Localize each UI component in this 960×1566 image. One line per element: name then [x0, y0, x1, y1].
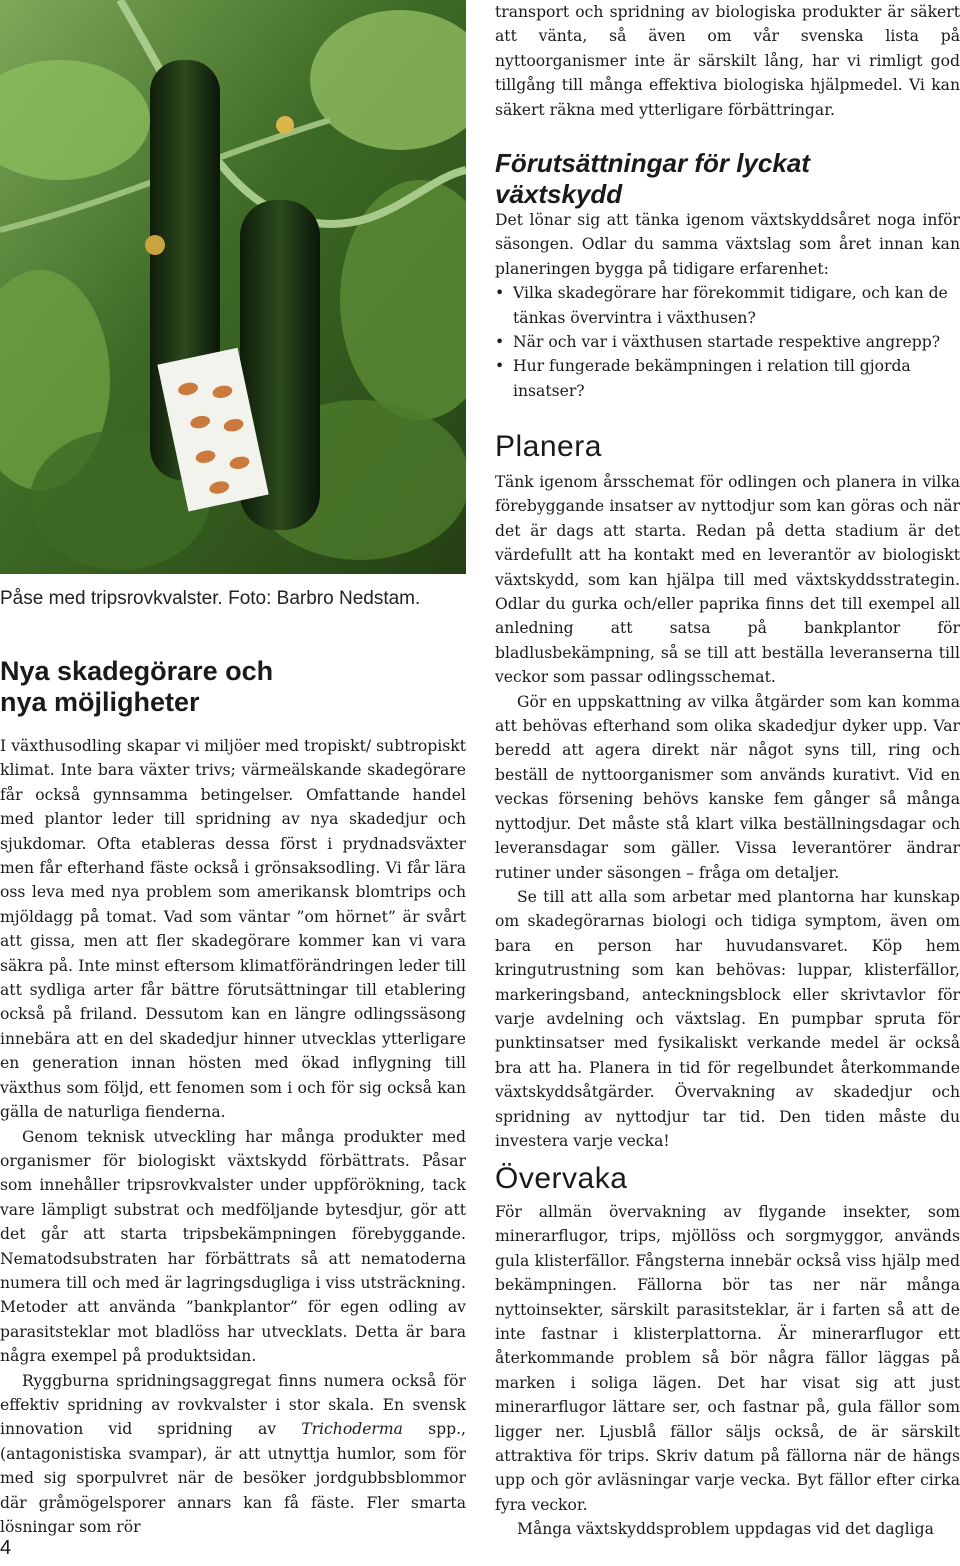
paragraph-text: spp., (antagonistiska svampar), är att utnyttja humlor, som för med sig sporpulvret när de besöker jordgubbsblommor där gråmögelsporer annars kan få fäste. Fler smarta lösningar som rör: [0, 1420, 466, 1536]
planera-body: [495, 470, 960, 1153]
paragraph-text: Ryggburna spridningsaggregat finns numera också för effektiv spridning av rovkvalster i stor skala. En svensk innovation vid spridning av: [0, 1371, 466, 1439]
section-heading-nya-skadegorare: [0, 656, 468, 718]
left-column-body: [0, 734, 466, 1539]
paragraph: För allmän övervakning av flygande insekter, som minerarflugor, trips, mjöllöss och sorgmyggor, används gula klisterfällor. Fångsterna innebär också viss hjälp med bekämpningen. Fällorna bör tas ner när många nyttoinsekter, särskilt parasitsteklar, är i farten så att de inte fastnar i klisterplattorna. Är minerarflugor ett återkommande problem så bör några fällor läggas på marken i soliga lägen. Det har visat sig att just minerarflugor lättare ser, och fastnar på, gula fällor som ligger ner. Ljusblå fällor säljs också, de är särskilt attraktiva för trips. Skriv datum på fällorna när de hängs upp och gör avläsningar varje vecka. Byt fällor efter cirka fyra veckor.: [495, 1203, 960, 1514]
heading-line-1: Förutsättningar för lyckat: [495, 148, 810, 178]
photo-caption: Påse med tripsrovkvalster. Foto: Barbro Nedstam.: [0, 588, 421, 609]
list-item: • Vilka skadegörare har förekommit tidigare, och kan de tänkas övervintra i växthusen?: [495, 281, 960, 330]
right-column-intro: [495, 0, 960, 122]
list-item: • När och var i växthusen startade respektive angrepp?: [495, 330, 960, 354]
section-heading-forutsattningar: [495, 148, 960, 210]
page-number: 4: [0, 1537, 12, 1559]
paragraph: Det lönar sig att tänka igenom växtskyddsåret noga inför säsongen. Odlar du samma växtslag som året innan kan planeringen bygga på tidigare erfarenhet:: [495, 211, 960, 278]
list-item: • Hur fungerade bekämpningen i relation till gjorda insatser?: [495, 354, 960, 403]
photo-cucumbers-with-predatory-mite-sachet: [0, 0, 466, 574]
photo-illustration: [0, 0, 466, 574]
paragraph: Genom teknisk utveckling har många produkter med organismer för biologiskt växtskydd förbättrats. Påsar som innehåller tripsrovkvalster under uppförökning, tack vare lämpligt substrat och medföljande bytesdjur, gör att det går att starta tripsbekämpningen förebyggande. Nematodsubstraten har förbättrats så att nematoderna numera till och med är lagringsdugliga i viss utsträckning. Metoder att använda ”bankplantor” för egen odling av parasitsteklar mot bladlöss har utvecklats. Detta är bara några exempel på produktsidan.: [0, 1127, 466, 1366]
paragraph: I växthusodling skapar vi miljöer med tropiskt/ subtropiskt klimat. Inte bara växter trivs; värmeälskande skadegörare får också gynnsamma betingelser. Omfattande handel med plantor leder till spridning av nya skadedjur och sjukdomar. Ofta etableras dessa först i prydnadsväxter men får efterhand fäste också i grönsaksodling. Vi får lära oss leva med nya problem som amerikansk blomtrips och mjöldagg på tomat. Vad som väntar ”om hörnet” är svårt att gissa, men att fler skadegörare kommer kan vi vara säkra på. Inte minst eftersom klimatförändringen leder till att sydliga arter får bättre förutsättningar till etablering också på friland. Dessutom kan en längre odlingssäsong innebära att en del skadedjur hinner utvecklas ytterligare en generation innan hösten med ökad inflygning till växthus som följd, ett fenomen som i och för sig också kan gälla de naturliga fienderna.: [0, 737, 466, 1122]
paragraph: Många växtskyddsproblem uppdagas vid det dagliga: [517, 1520, 934, 1539]
paragraph: Tänk igenom årsschemat för odlingen och planera in vilka förebyggande insatser av nyttodjur som kan göras och när det är dags att starta. Redan på detta stadium är det värdefullt att ha kontakt med en leverantör av biologiskt växtskydd, som kan hjälpa till med växtskyddsstrategin. Odlar du gurka och/eller paprika finns det till exempel all anledning att satsa på bankplantor för bladlusbekämpning, så se till att beställa leveranserna till veckor som passar odlingsschemat.: [495, 473, 960, 687]
forutsattningar-body: [495, 208, 960, 403]
section-heading-planera: Planera: [495, 430, 602, 463]
paragraph: [0, 1369, 466, 1540]
section-heading-overvaka: Övervaka: [495, 1162, 628, 1195]
paragraph: Gör en uppskattning av vilka åtgärder som kan komma att behövas efterhand som olika skadedjur dyker upp. Var beredd att agera direkt när något syns till, ring och beställ de nyttoorganismer som används kurativt. Vid en veckas försening behövs kanske fem gånger så många nyttodjur. Det måste stå klart vilka beställningsdagar och leveransdagar som gäller. Vissa leverantörer ändrar rutiner under säsongen – fråga om detaljer.: [495, 692, 960, 882]
bullet-list: [495, 281, 960, 403]
species-name: Trichoderma: [301, 1420, 403, 1439]
heading-line-1: Nya skadegörare och: [0, 656, 274, 686]
overvaka-body: [495, 1200, 960, 1542]
heading-line-2: nya möjligheter: [0, 687, 200, 717]
paragraph: transport och spridning av biologiska produkter är säkert att vänta, så även om vår svenska lista på nyttoorganismer inte är särskilt lång, har vi rimligt god tillgång till många effektiva biologiska hjälpmedel. Vi kan säkert räkna med ytterligare förbättringar.: [495, 3, 960, 119]
paragraph: Se till att alla som arbetar med plantorna har kunskap om skadegörarnas biologi och tidiga symptom, även om bara en person har huvudansvaret. Köp hem kringutrustning som kan behövas: luppar, klisterfällor, markeringsband, anteckningsblock eller skrivtavlor för varje avdelning och växtslag. En pumpbar spruta för punktinsatser med fysikaliskt verkande medel är också bra att ha. Planera in tid för regelbundet återkommande växtskyddsåtgärder. Övervakning av skadedjur och spridning av nyttodjur tar tid. Den tiden måste du investera varje vecka!: [495, 887, 960, 1150]
heading-line-2: växtskydd: [495, 179, 623, 209]
